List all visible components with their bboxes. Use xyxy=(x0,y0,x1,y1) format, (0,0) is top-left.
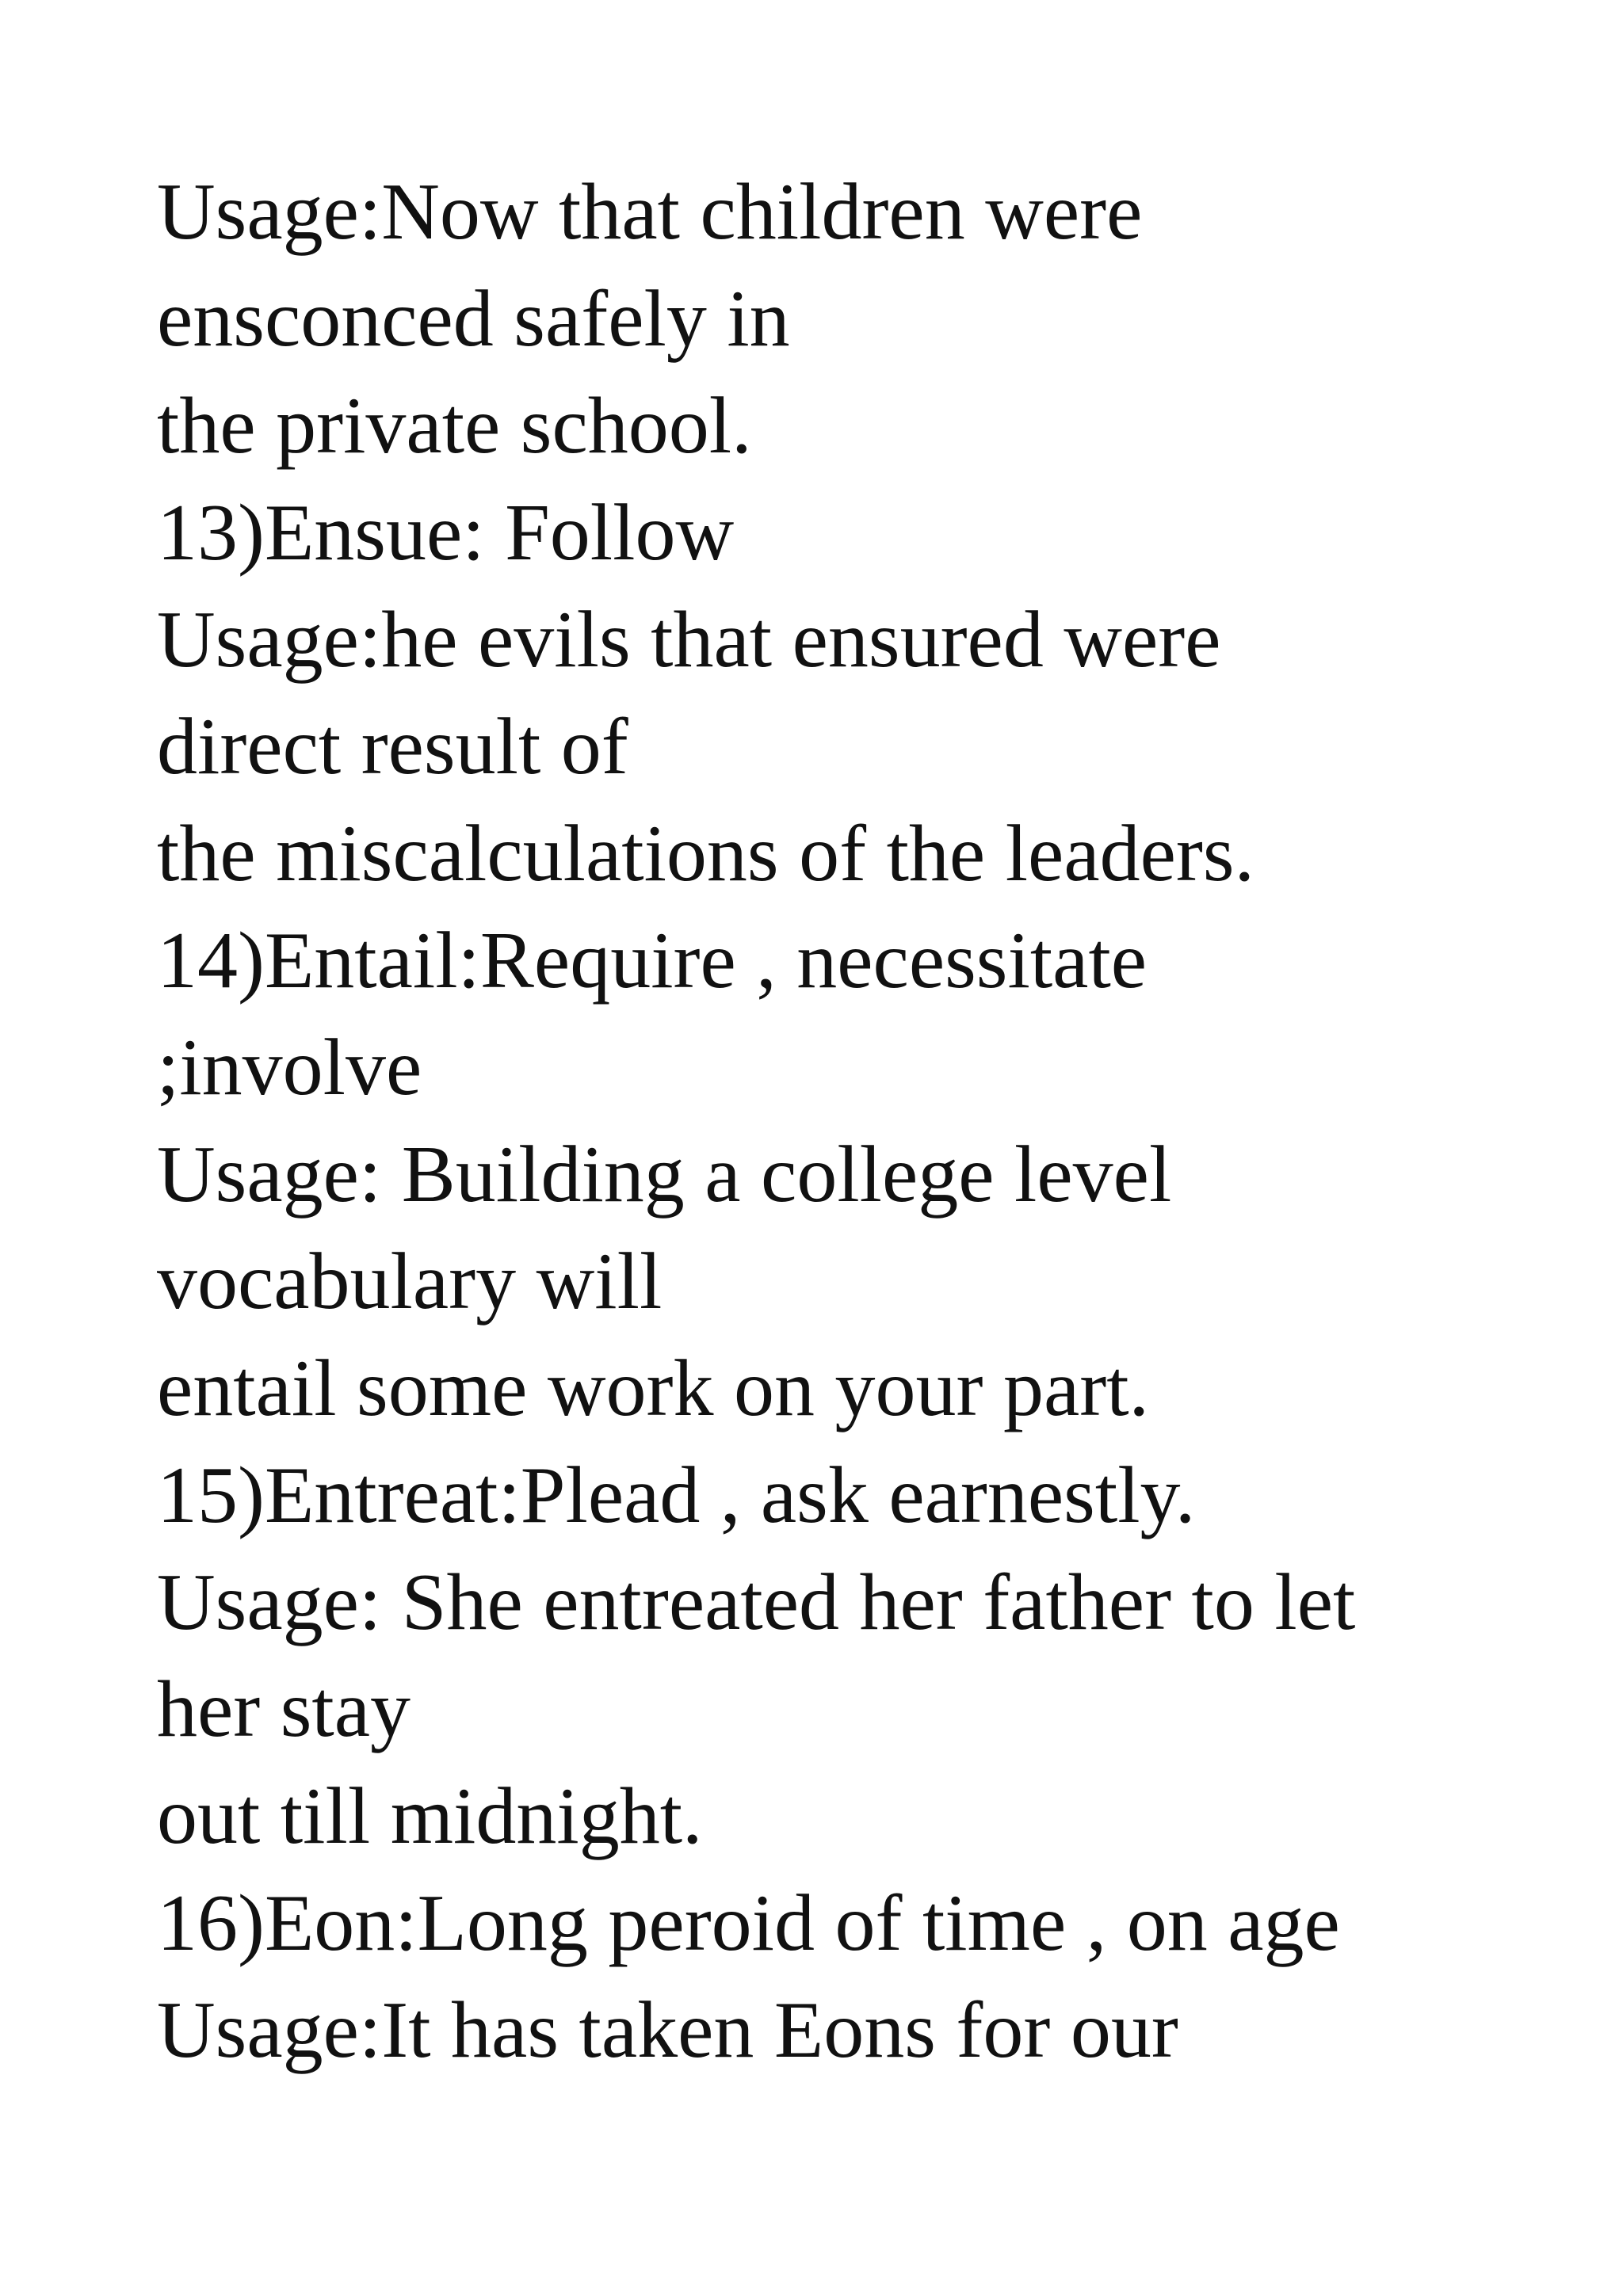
text-line: her stay xyxy=(157,1665,411,1754)
text-line: ;involve xyxy=(157,1023,422,1112)
entry-heading-eon: 16)Eon:Long peroid of time , on age xyxy=(157,1878,1340,1968)
text-line: vocabulary will xyxy=(157,1237,663,1326)
vocabulary-text xyxy=(157,158,1583,2084)
text-line: ensconced safely in xyxy=(157,274,790,364)
text-line: the private school. xyxy=(157,381,752,471)
text-line: Usage:Now that children were xyxy=(157,167,1143,257)
text-line: Usage:It has taken Eons for our xyxy=(157,1985,1178,2075)
text-line: direct result of xyxy=(157,702,628,791)
text-line: Usage:he evils that ensured were xyxy=(157,595,1221,685)
text-line: entail some work on your part. xyxy=(157,1344,1150,1433)
entry-heading-entreat: 15)Entreat:Plead , ask earnestly. xyxy=(157,1451,1196,1540)
entry-heading-entail: 14)Entail:Require , necessitate xyxy=(157,916,1148,1005)
text-line: Usage: Building a college level xyxy=(157,1130,1172,1219)
text-line: the miscalculations of the leaders. xyxy=(157,809,1255,898)
text-line: out till midnight. xyxy=(157,1772,703,1861)
text-line: Usage: She entreated her father to let xyxy=(157,1558,1356,1647)
entry-heading-ensue: 13)Ensue: Follow xyxy=(157,488,735,578)
